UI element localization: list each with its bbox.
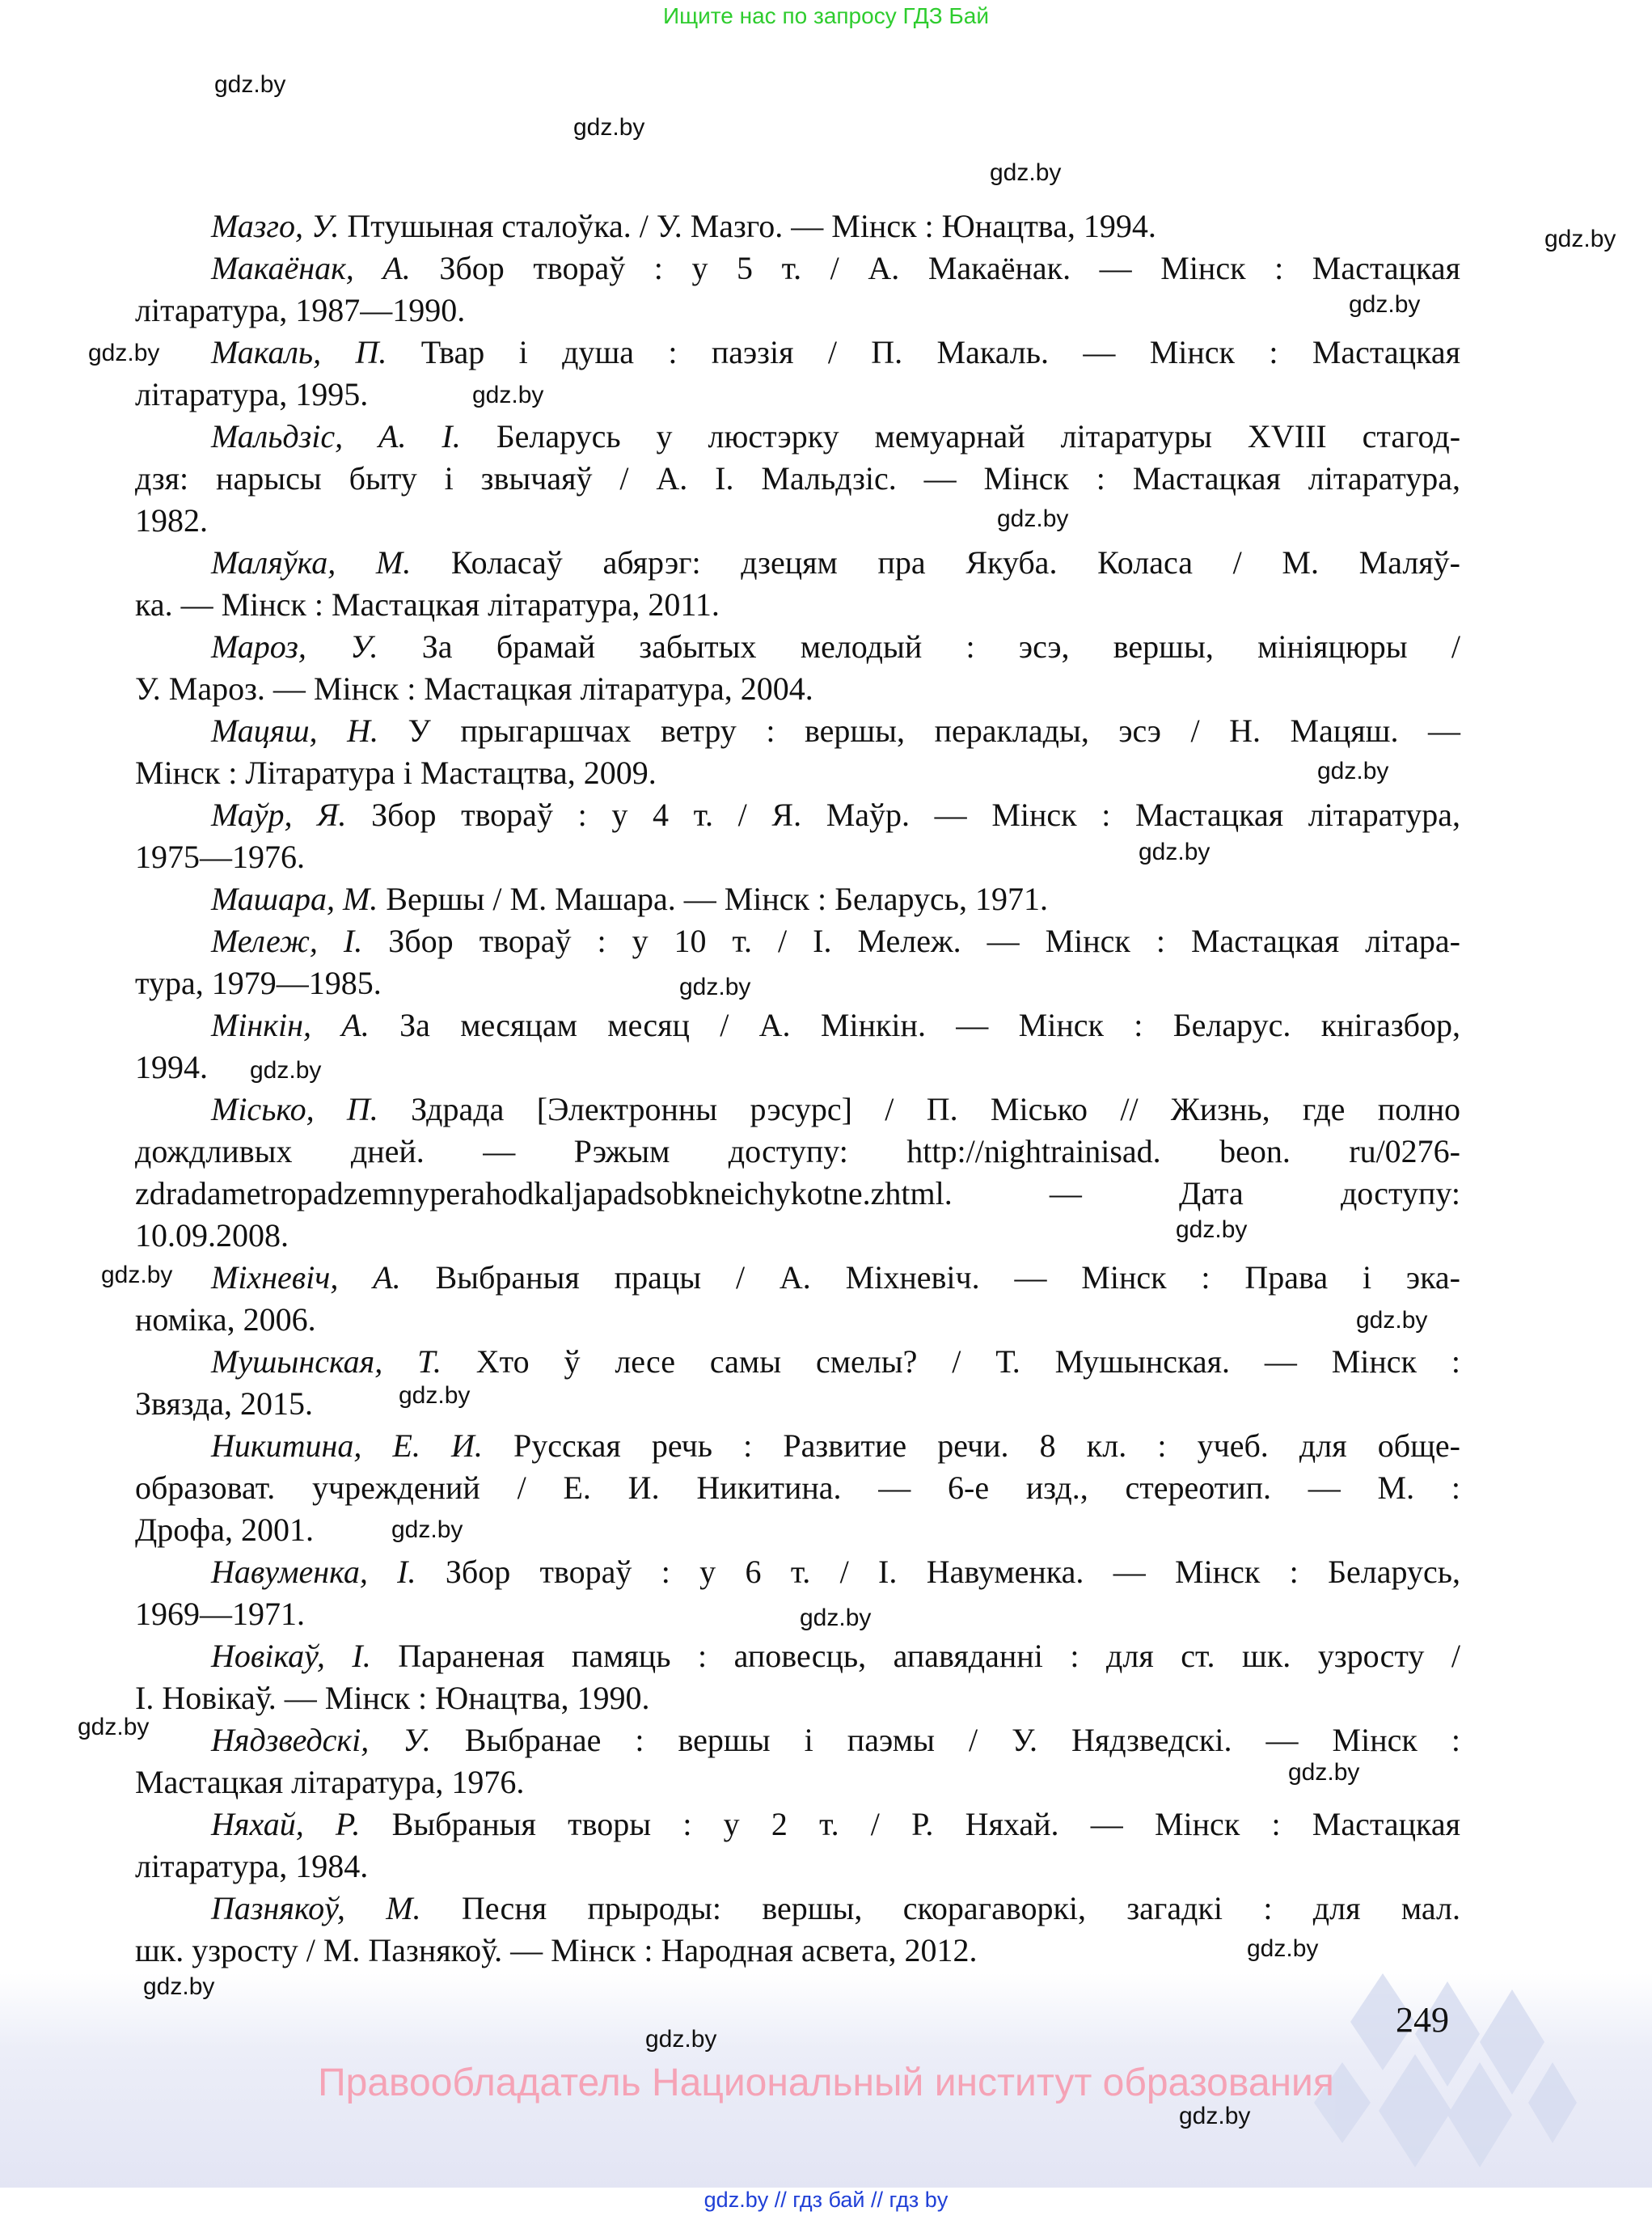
entry-line-content bbox=[211, 247, 1460, 290]
entry-author: Навуменка, І. bbox=[211, 1554, 416, 1590]
entry-line-content bbox=[135, 1467, 1460, 1509]
bibliography-entry bbox=[135, 1004, 1460, 1089]
entry-line bbox=[135, 416, 1460, 458]
entry-author: Макаёнак, А. bbox=[211, 250, 411, 286]
footer-links bbox=[0, 2188, 1652, 2213]
entry-line-content bbox=[211, 878, 1460, 920]
entry-author: Мацяш, Н. bbox=[211, 712, 378, 749]
entry-line bbox=[135, 1257, 1460, 1299]
entry-text: Выбраныя творы : у 2 т. / Р. Няхай. — Мінск : Мастацкая bbox=[360, 1806, 1460, 1842]
entry-text: 1975—1976. bbox=[135, 839, 305, 875]
bibliography-entry bbox=[135, 332, 1460, 416]
entry-line-content bbox=[135, 1383, 1460, 1425]
entry-text: образоват. учреждений / Е. И. Никитина. — 6-е изд., стереотип. — М. : bbox=[135, 1469, 1460, 1506]
entry-text: Птушыная сталоўка. / У. Мазго. — Мінск : Юнацтва, 1994. bbox=[339, 208, 1156, 244]
entry-line-content bbox=[211, 1719, 1460, 1761]
entry-text: 1982. bbox=[135, 502, 208, 539]
entry-line-content bbox=[135, 1677, 1460, 1719]
entry-line bbox=[135, 1467, 1460, 1509]
entry-line-content bbox=[135, 1846, 1460, 1888]
entry-text: zdradametropadzemnyperahodkaljapadsobkneichykotne.zhtml. — Дата доступу: bbox=[135, 1175, 1460, 1211]
entry-line-content bbox=[211, 1341, 1460, 1383]
entry-text: Збор твораў : у 6 т. / І. Навуменка. — Мінск : Беларусь, bbox=[416, 1554, 1460, 1590]
entry-line-content bbox=[211, 1004, 1460, 1046]
entry-text: 1994. bbox=[135, 1049, 208, 1085]
bibliography-entry bbox=[135, 794, 1460, 878]
entry-author: Мальдзіс, А. І. bbox=[211, 418, 461, 455]
entry-line-content bbox=[211, 205, 1460, 247]
entry-text: літаратура, 1995. bbox=[135, 376, 369, 412]
entry-line bbox=[135, 1173, 1460, 1215]
entry-line bbox=[135, 752, 1460, 794]
entry-text: Звязда, 2015. bbox=[135, 1385, 313, 1422]
entry-author: Мароз, У. bbox=[211, 628, 378, 665]
entry-author: Мазго, У. bbox=[211, 208, 340, 244]
entry-line-content bbox=[135, 584, 1460, 626]
entry-line bbox=[135, 1383, 1460, 1425]
entry-line-content bbox=[211, 1551, 1460, 1593]
entry-text: Беларусь у люстэрку мемуарнай літаратуры XVIII стагод- bbox=[460, 418, 1461, 455]
bibliography-entry bbox=[135, 1635, 1460, 1719]
entry-author: Місько, П. bbox=[211, 1091, 378, 1127]
watermark: gdz.by bbox=[573, 114, 645, 141]
entry-line bbox=[135, 1215, 1460, 1257]
watermark: gdz.by bbox=[1179, 2103, 1251, 2129]
entry-text: Збор твораў : у 10 т. / І. Мележ. — Мінск : Мастацкая літара- bbox=[362, 923, 1461, 959]
top-banner[interactable]: Ищите нас по запросу ГДЗ Бай bbox=[662, 3, 990, 28]
entry-author: Никитина, Е. И. bbox=[211, 1427, 483, 1464]
entry-line-content bbox=[211, 1089, 1460, 1131]
entry-line bbox=[135, 962, 1460, 1004]
entry-text: Выбранае : вершы і паэмы / У. Нядзведскі. — Мінск : bbox=[430, 1722, 1460, 1758]
entry-line-content bbox=[135, 1299, 1460, 1341]
watermark: gdz.by bbox=[679, 974, 751, 1000]
watermark: gdz.by bbox=[472, 382, 544, 408]
entry-line-content bbox=[211, 710, 1460, 752]
entry-line-content bbox=[135, 1593, 1460, 1635]
entry-line bbox=[135, 332, 1460, 374]
entry-line bbox=[135, 1761, 1460, 1803]
bibliography-entry bbox=[135, 1257, 1460, 1341]
entry-line bbox=[135, 205, 1460, 247]
entry-text: Збор твораў : у 4 т. / Я. Маўр. — Мінск : Мастацкая літаратура, bbox=[346, 797, 1461, 833]
entry-author: Міхневіч, А. bbox=[211, 1259, 401, 1296]
entry-line bbox=[135, 1803, 1460, 1846]
entry-line-content bbox=[135, 500, 1460, 542]
entry-text: Хто ў лесе самы смелы? / Т. Мушынская. — Мінск : bbox=[441, 1343, 1460, 1380]
entry-author: Маляўка, М. bbox=[211, 544, 412, 581]
watermark: gdz.by bbox=[1247, 1935, 1319, 1962]
entry-line bbox=[135, 626, 1460, 668]
entry-line-content bbox=[211, 1635, 1460, 1677]
watermark: gdz.by bbox=[391, 1516, 463, 1543]
entry-line-content bbox=[211, 1888, 1460, 1930]
entry-line-content bbox=[211, 542, 1460, 584]
entry-text: Параненая памяць : аповесць, апавяданні : для ст. шк. узросту / bbox=[370, 1638, 1460, 1674]
entry-line-content bbox=[211, 416, 1460, 458]
entry-text: Мастацкая літаратура, 1976. bbox=[135, 1764, 525, 1800]
bibliography-entry bbox=[135, 1719, 1460, 1803]
footer-separator: // bbox=[871, 2188, 884, 2212]
entry-line-content bbox=[135, 752, 1460, 794]
entry-line bbox=[135, 500, 1460, 542]
entry-line bbox=[135, 668, 1460, 710]
entry-author: Нядзведскі, У. bbox=[211, 1722, 431, 1758]
entry-line bbox=[135, 1004, 1460, 1046]
entry-text: Песня прыроды: вершы, скорагаворкі, загадкі : для мал. bbox=[420, 1890, 1460, 1926]
watermark: gdz.by bbox=[1317, 758, 1389, 784]
entry-line bbox=[135, 542, 1460, 584]
entry-line bbox=[135, 1846, 1460, 1888]
entry-author: Няхай, Р. bbox=[211, 1806, 361, 1842]
entry-author: Пазнякоў, М. bbox=[211, 1890, 421, 1926]
entry-author: Макаль, П. bbox=[211, 334, 387, 370]
watermark: gdz.by bbox=[1356, 1307, 1428, 1334]
entry-line bbox=[135, 1551, 1460, 1593]
entry-text: У. Мароз. — Мінск : Мастацкая літаратура, 2004. bbox=[135, 670, 813, 707]
entry-text: Дрофа, 2001. bbox=[135, 1512, 314, 1548]
watermark: gdz.by bbox=[990, 159, 1062, 186]
watermark: gdz.by bbox=[101, 1262, 173, 1288]
entry-line-content bbox=[211, 1803, 1460, 1846]
bibliography-entry bbox=[135, 878, 1460, 920]
entry-line-content bbox=[135, 458, 1460, 500]
entry-line bbox=[135, 1888, 1460, 1930]
entry-line bbox=[135, 710, 1460, 752]
bibliography-entry bbox=[135, 710, 1460, 794]
entry-line-content bbox=[211, 332, 1460, 374]
entry-line bbox=[135, 794, 1460, 836]
bibliography-list bbox=[135, 205, 1460, 1972]
entry-line bbox=[135, 1299, 1460, 1341]
entry-text: Русская речь : Развитие речи. 8 кл. : учеб. для обще- bbox=[482, 1427, 1460, 1464]
bibliography-entry bbox=[135, 626, 1460, 710]
entry-author: Мележ, І. bbox=[211, 923, 363, 959]
entry-text: дождливых дней. — Рэжым доступу: http://nightrainisad. beon. ru/0276- bbox=[135, 1133, 1460, 1169]
entry-line bbox=[135, 1089, 1460, 1131]
entry-line-content bbox=[135, 1046, 1460, 1089]
entry-text: Збор твораў : у 5 т. / А. Макаёнак. — Мінск : Мастацкая bbox=[410, 250, 1460, 286]
entry-text: ка. — Мінск : Мастацкая літаратура, 2011. bbox=[135, 586, 720, 623]
watermark: gdz.by bbox=[645, 2026, 717, 2053]
entry-line bbox=[135, 1719, 1460, 1761]
entry-text: 1969—1971. bbox=[135, 1596, 305, 1632]
entry-line bbox=[135, 878, 1460, 920]
entry-text: номіка, 2006. bbox=[135, 1301, 316, 1338]
entry-line bbox=[135, 1593, 1460, 1635]
bibliography-entry bbox=[135, 1089, 1460, 1257]
entry-line-content bbox=[135, 962, 1460, 1004]
entry-line bbox=[135, 1509, 1460, 1551]
rights-holder-watermark: Правообладатель Национальный институт образования bbox=[318, 2061, 1334, 2104]
watermark: gdz.by bbox=[399, 1382, 471, 1409]
bibliography-entry bbox=[135, 205, 1460, 247]
entry-line-content bbox=[135, 1173, 1460, 1215]
bibliography-entry bbox=[135, 247, 1460, 332]
bibliography-entry bbox=[135, 1341, 1460, 1425]
watermark: gdz.by bbox=[143, 1973, 215, 2000]
entry-text: У прыгаршчах ветру : вершы, пераклады, эсэ / Н. Мацяш. — bbox=[378, 712, 1460, 749]
entry-text: Мінск : Літаратура і Мастацтва, 2009. bbox=[135, 755, 657, 791]
entry-line-content bbox=[135, 1215, 1460, 1257]
entry-line bbox=[135, 290, 1460, 332]
watermark: gdz.by bbox=[1349, 291, 1421, 318]
entry-text: Здрада [Электронны рэсурс] / П. Місько // Жизнь, где полно bbox=[378, 1091, 1460, 1127]
watermark: gdz.by bbox=[88, 340, 160, 366]
entry-author: Новікаў, І. bbox=[211, 1638, 371, 1674]
entry-line bbox=[135, 374, 1460, 416]
entry-line bbox=[135, 1341, 1460, 1383]
entry-line-content bbox=[135, 1761, 1460, 1803]
entry-line bbox=[135, 1425, 1460, 1467]
bibliography-entry bbox=[135, 542, 1460, 626]
entry-text: За месяцам месяц / А. Мінкін. — Мінск : Беларус. кнігазбор, bbox=[369, 1007, 1460, 1043]
watermark: gdz.by bbox=[1176, 1216, 1248, 1243]
bibliography-entry bbox=[135, 920, 1460, 1004]
entry-line bbox=[135, 920, 1460, 962]
entry-text: За брамай забытых мелодый : эсэ, вершы, мініяцюры / bbox=[378, 628, 1460, 665]
watermark: gdz.by bbox=[1139, 839, 1210, 865]
entry-text: літаратура, 1984. bbox=[135, 1848, 369, 1884]
watermark: gdz.by bbox=[800, 1605, 872, 1631]
watermark: gdz.by bbox=[250, 1057, 322, 1084]
entry-text: Твар і душа : паэзія / П. Макаль. — Мінск : Мастацкая bbox=[387, 334, 1460, 370]
entry-text: Выбраныя працы / А. Міхневіч. — Мінск : Права і эка- bbox=[400, 1259, 1460, 1296]
bibliography-entry bbox=[135, 416, 1460, 542]
bibliography-entry bbox=[135, 1803, 1460, 1888]
watermark: gdz.by bbox=[78, 1714, 150, 1740]
footer-link[interactable]: гдз by bbox=[889, 2188, 949, 2212]
entry-text: тура, 1979—1985. bbox=[135, 965, 382, 1001]
entry-line-content bbox=[135, 374, 1460, 416]
watermark: gdz.by bbox=[1288, 1759, 1360, 1786]
entry-author: Мушынская, Т. bbox=[211, 1343, 442, 1380]
footer-link[interactable]: гдз бай bbox=[792, 2188, 865, 2212]
entry-text: літаратура, 1987—1990. bbox=[135, 292, 466, 328]
entry-line bbox=[135, 584, 1460, 626]
entry-text: шк. узросту / М. Пазнякоў. — Мінск : Народная асвета, 2012. bbox=[135, 1932, 978, 1968]
bibliography-entry bbox=[135, 1551, 1460, 1635]
entry-line bbox=[135, 1635, 1460, 1677]
entry-text: дзя: нарысы быту і звычаяў / А. І. Мальдзіс. — Мінск : Мастацкая літаратура, bbox=[135, 460, 1460, 497]
entry-line-content bbox=[211, 794, 1460, 836]
entry-line-content bbox=[135, 1509, 1460, 1551]
entry-line-content bbox=[135, 1131, 1460, 1173]
entry-line bbox=[135, 1131, 1460, 1173]
entry-line bbox=[135, 458, 1460, 500]
entry-text: Коласаў абярэг: дзецям пра Якуба. Коласа / М. Маляў- bbox=[411, 544, 1461, 581]
watermark: gdz.by bbox=[214, 71, 286, 98]
entry-line bbox=[135, 247, 1460, 290]
entry-line-content bbox=[135, 668, 1460, 710]
entry-line-content bbox=[211, 1257, 1460, 1299]
entry-line-content bbox=[211, 920, 1460, 962]
entry-line-content bbox=[211, 1425, 1460, 1467]
entry-author: Маўр, Я. bbox=[211, 797, 347, 833]
entry-line bbox=[135, 1046, 1460, 1089]
page-number: 249 bbox=[1396, 2000, 1449, 2040]
entry-author: Мінкін, А. bbox=[211, 1007, 370, 1043]
entry-text: 10.09.2008. bbox=[135, 1217, 289, 1254]
entry-line-content bbox=[135, 290, 1460, 332]
entry-text: І. Новікаў. — Мінск : Юнацтва, 1990. bbox=[135, 1680, 650, 1716]
entry-author: Машара, М. bbox=[211, 881, 378, 917]
entry-line-content bbox=[135, 836, 1460, 878]
entry-text: Вершы / М. Машара. — Мінск : Беларусь, 1971. bbox=[378, 881, 1048, 917]
bibliography-entry bbox=[135, 1425, 1460, 1551]
entry-line bbox=[135, 1677, 1460, 1719]
entry-line bbox=[135, 836, 1460, 878]
footer-link[interactable]: gdz.by bbox=[703, 2188, 769, 2212]
watermark: gdz.by bbox=[1544, 226, 1616, 252]
footer-separator: // bbox=[774, 2188, 787, 2212]
watermark: gdz.by bbox=[997, 505, 1069, 532]
entry-line-content bbox=[211, 626, 1460, 668]
